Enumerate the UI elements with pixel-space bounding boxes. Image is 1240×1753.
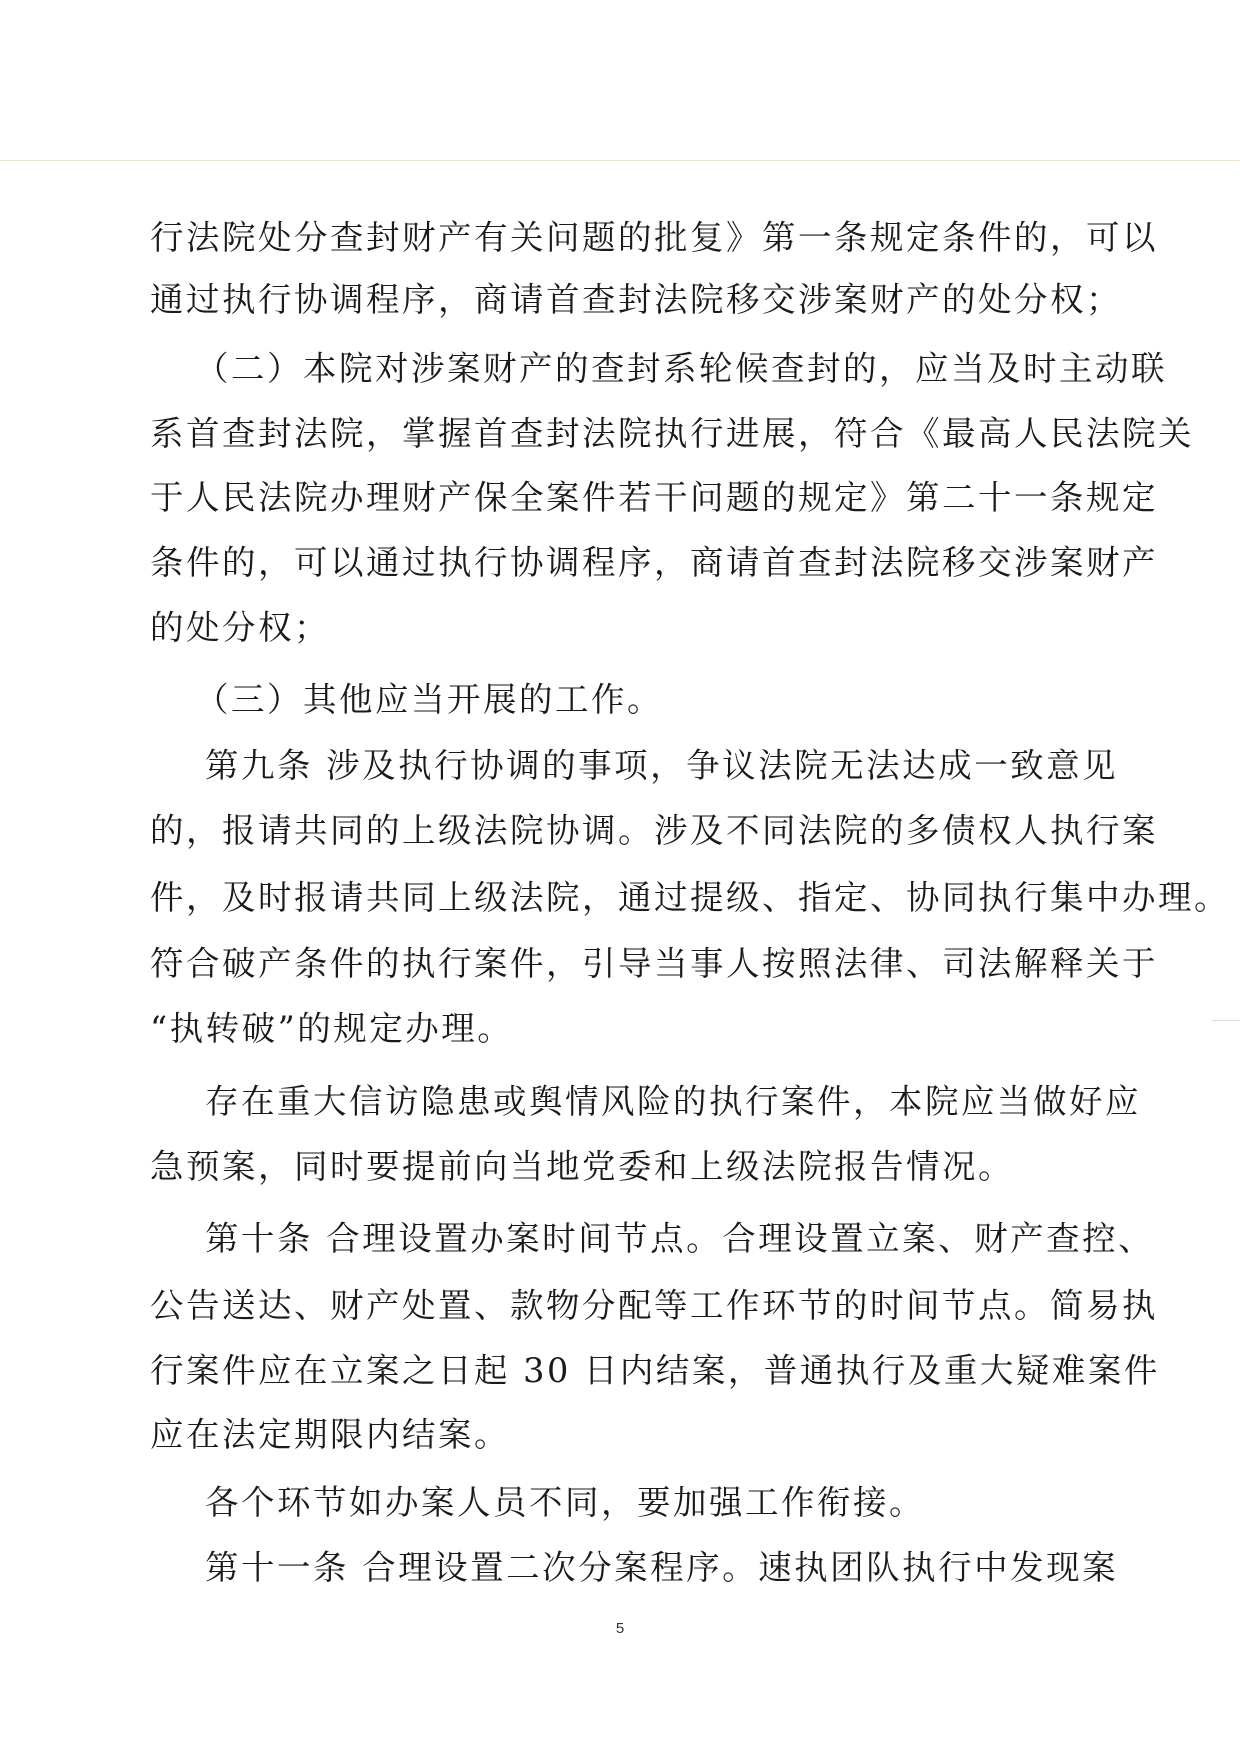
text-line: 急预案，同时要提前向当地党委和上级法院报告情况。	[150, 1147, 1014, 1186]
text-line: 的，报请共同的上级法院协调。涉及不同法院的多债权人执行案	[150, 811, 1158, 850]
text-line: 行案件应在立案之日起 30 日内结案，普通执行及重大疑难案件	[150, 1351, 1160, 1390]
text-line: 第十条 合理设置办案时间节点。合理设置立案、财产查控、	[205, 1219, 1155, 1258]
text-line: 符合破产条件的执行案件，引导当事人按照法律、司法解释关于	[150, 944, 1158, 983]
text-line: 存在重大信访隐患或舆情风险的执行案件，本院应当做好应	[205, 1082, 1141, 1121]
text-line: 件，及时报请共同上级法院，通过提级、指定、协同执行集中办理。	[150, 878, 1230, 917]
text-line: “执转破”的规定办理。	[150, 1009, 514, 1048]
text-line: 第十一条 合理设置二次分案程序。速执团队执行中发现案	[205, 1548, 1119, 1587]
text-line: 于人民法院办理财产保全案件若干问题的规定》第二十一条规定	[150, 478, 1158, 517]
text-line: 系首查封法院，掌握首查封法院执行进展，符合《最高人民法院关	[150, 414, 1194, 453]
text-line: 通过执行协调程序，商请首查封法院移交涉案财产的处分权；	[150, 280, 1122, 319]
text-line: 第九条 涉及执行协调的事项，争议法院无法达成一致意见	[205, 746, 1119, 785]
page-number: 5	[615, 1620, 625, 1637]
text-line: 的处分权；	[150, 608, 330, 647]
text-line: （三）其他应当开展的工作。	[195, 680, 663, 719]
header-rule	[0, 160, 1240, 161]
text-line: 各个环节如办案人员不同，要加强工作衔接。	[205, 1483, 925, 1522]
text-line: 应在法定期限内结案。	[150, 1415, 510, 1454]
text-line: 条件的，可以通过执行协调程序，商请首查封法院移交涉案财产	[150, 543, 1158, 582]
margin-mark	[1212, 1020, 1240, 1021]
text-line: 行法院处分查封财产有关问题的批复》第一条规定条件的，可以	[150, 218, 1158, 257]
text-line: 公告送达、财产处置、款物分配等工作环节的时间节点。简易执	[150, 1286, 1158, 1325]
text-line: （二）本院对涉案财产的查封系轮候查封的，应当及时主动联	[195, 349, 1167, 388]
